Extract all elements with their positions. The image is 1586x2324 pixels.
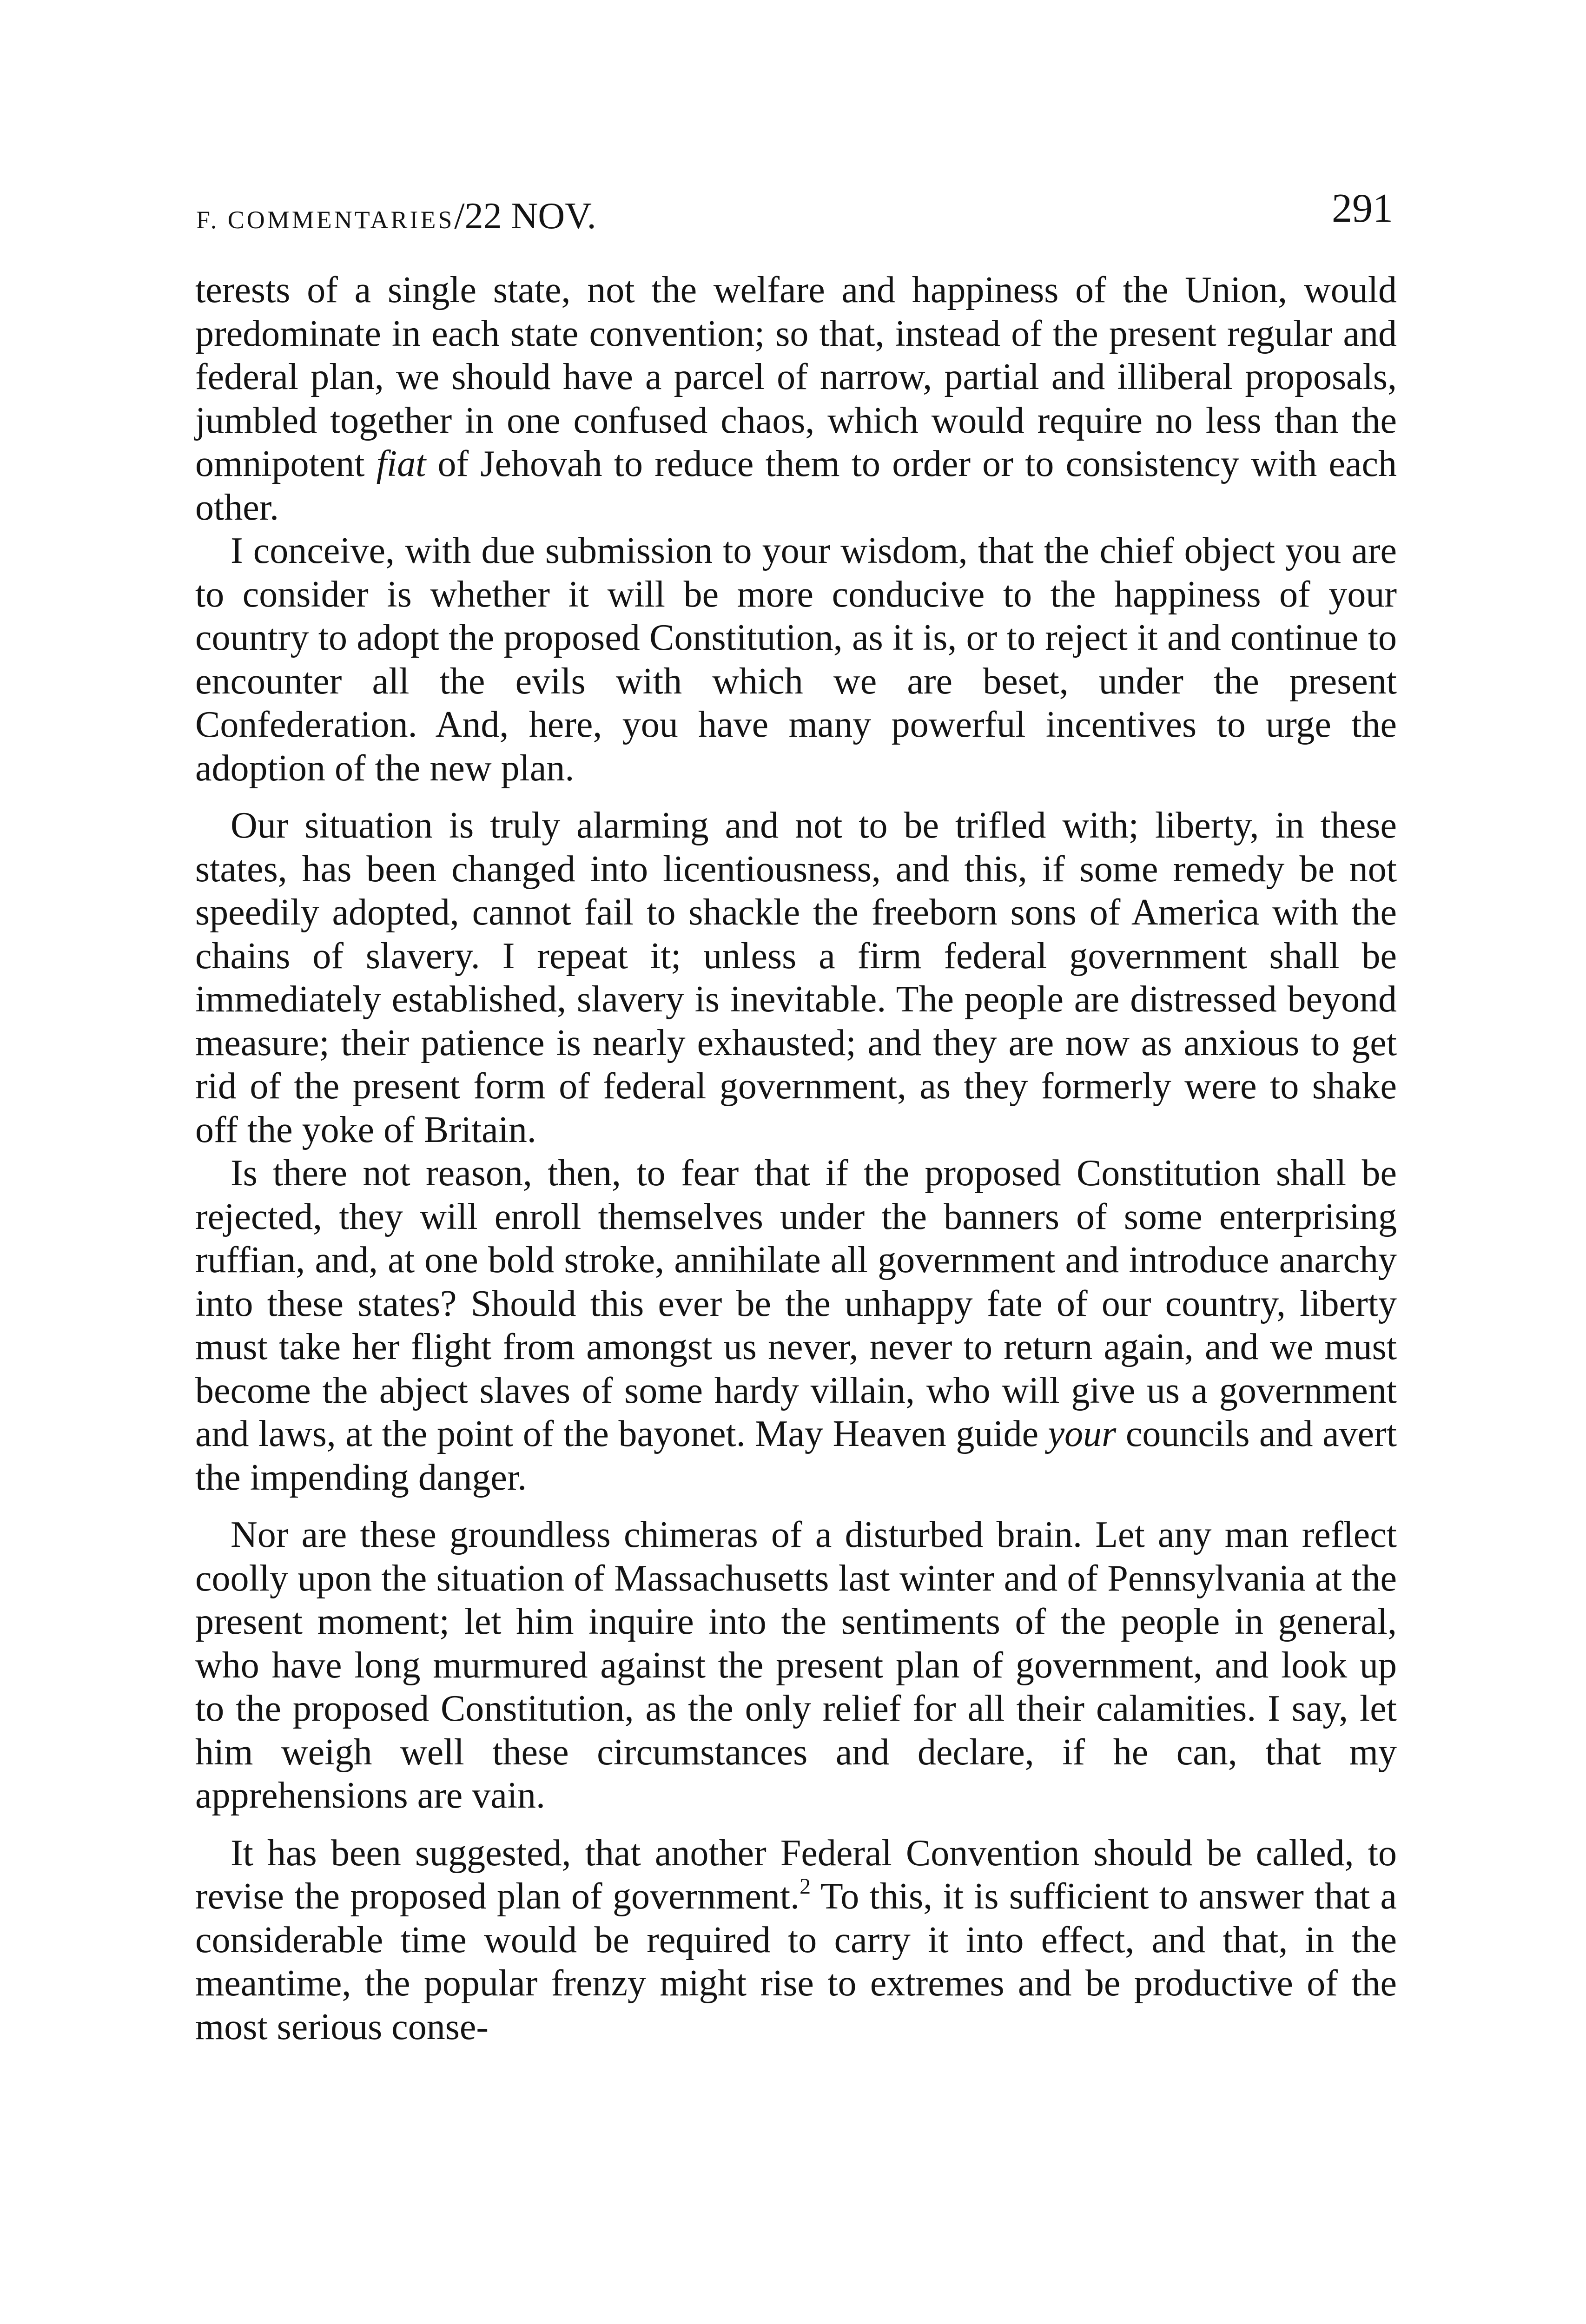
italic-fiat: fiat	[376, 443, 426, 484]
paragraph-6-tail: To this, it is sufficient to answer that a considerable time would be required to carry it into effect, and that, in the meantime, the popular frenzy might rise to extremes and be productive of the most serious conse-	[195, 1876, 1397, 2047]
body-text	[195, 269, 1397, 2049]
paragraph-5-text: Nor are these groundless chimeras of a disturbed brain. Let any man reflect coolly upon the situation of Massachusetts last winter and of Pennsylvania at the present moment; let him inquire into the sentiments of the people in general, who have long murmured against the present plan of government, and look up to the proposed Constitution, as the only relief for all their calamities. I say, let him weigh well these circumstances and declare, if he can, that my apprehensions are vain.	[195, 1514, 1397, 1816]
section-title: F. COMMENTARIES	[196, 206, 455, 234]
paragraph-1-text: terests of a single state, not the welfare and happiness of the Union, would predominate in each state convention; so that, instead of the present regular and federal plan, we should have a parcel of narrow, partial and illiberal proposals, jumbled together in one confused chaos, which would require no less than the omnipotent	[195, 270, 1397, 484]
book-page	[195, 0, 1397, 2324]
paragraph-1	[195, 269, 1397, 529]
paragraph-6-text: It has been suggested, that another Federal Convention should be called, to revise the proposed plan of government.	[195, 1832, 1397, 1917]
page-number: 291	[1332, 186, 1393, 231]
paragraph-2	[195, 529, 1397, 790]
paragraph-4	[195, 1152, 1397, 1499]
paragraph-2-text: I conceive, with due submission to your wisdom, that the chief object you are to consider is whether it will be more conducive to the happiness of your country to adopt the proposed Constitution, as it is, or to reject it and continue to encounter all the evils with which we are beset, under the present Confederation. And, here, you have many powerful incentives to urge the adoption of the new plan.	[195, 530, 1397, 789]
paragraph-1-tail: of Jehovah to reduce them to order or to consistency with each other.	[195, 443, 1397, 528]
running-head-title	[196, 195, 596, 238]
italic-your: your	[1048, 1413, 1117, 1454]
paragraph-4-text: Is there not reason, then, to fear that if the proposed Constitution shall be rejected, they will enroll themselves under the banners of some enterprising ruffian, and, at one bold stroke, annihilate all government and introduce anarchy into these states? Should this ever be the unhappy fate of our country, liberty must take her flight from amongst us never, never to return again, and we must become the abject slaves of some hardy villain, who will give us a government and laws, at the point of the bayonet. May Heaven guide	[195, 1153, 1397, 1454]
running-head-date: /22 NOV.	[454, 196, 596, 237]
paragraph-6	[195, 1832, 1397, 2049]
footnote-marker: 2	[800, 1874, 811, 1899]
running-head	[195, 185, 1397, 236]
paragraph-3-text: Our situation is truly alarming and not to be trifled with; liberty, in these states, has been changed into licentiousness, and this, if some remedy be not speedily adopted, cannot fail to shackle the freeborn sons of America with the chains of slavery. I repeat it; unless a firm federal government shall be immediately established, slavery is inevitable. The people are distressed beyond measure; their patience is nearly exhausted; and they are now as anxious to get rid of the present form of federal government, as they formerly were to shake off the yoke of Britain.	[195, 805, 1397, 1150]
paragraph-5	[195, 1513, 1397, 1818]
paragraph-4-tail: councils and avert the impending danger.	[195, 1413, 1397, 1498]
paragraph-3	[195, 804, 1397, 1152]
